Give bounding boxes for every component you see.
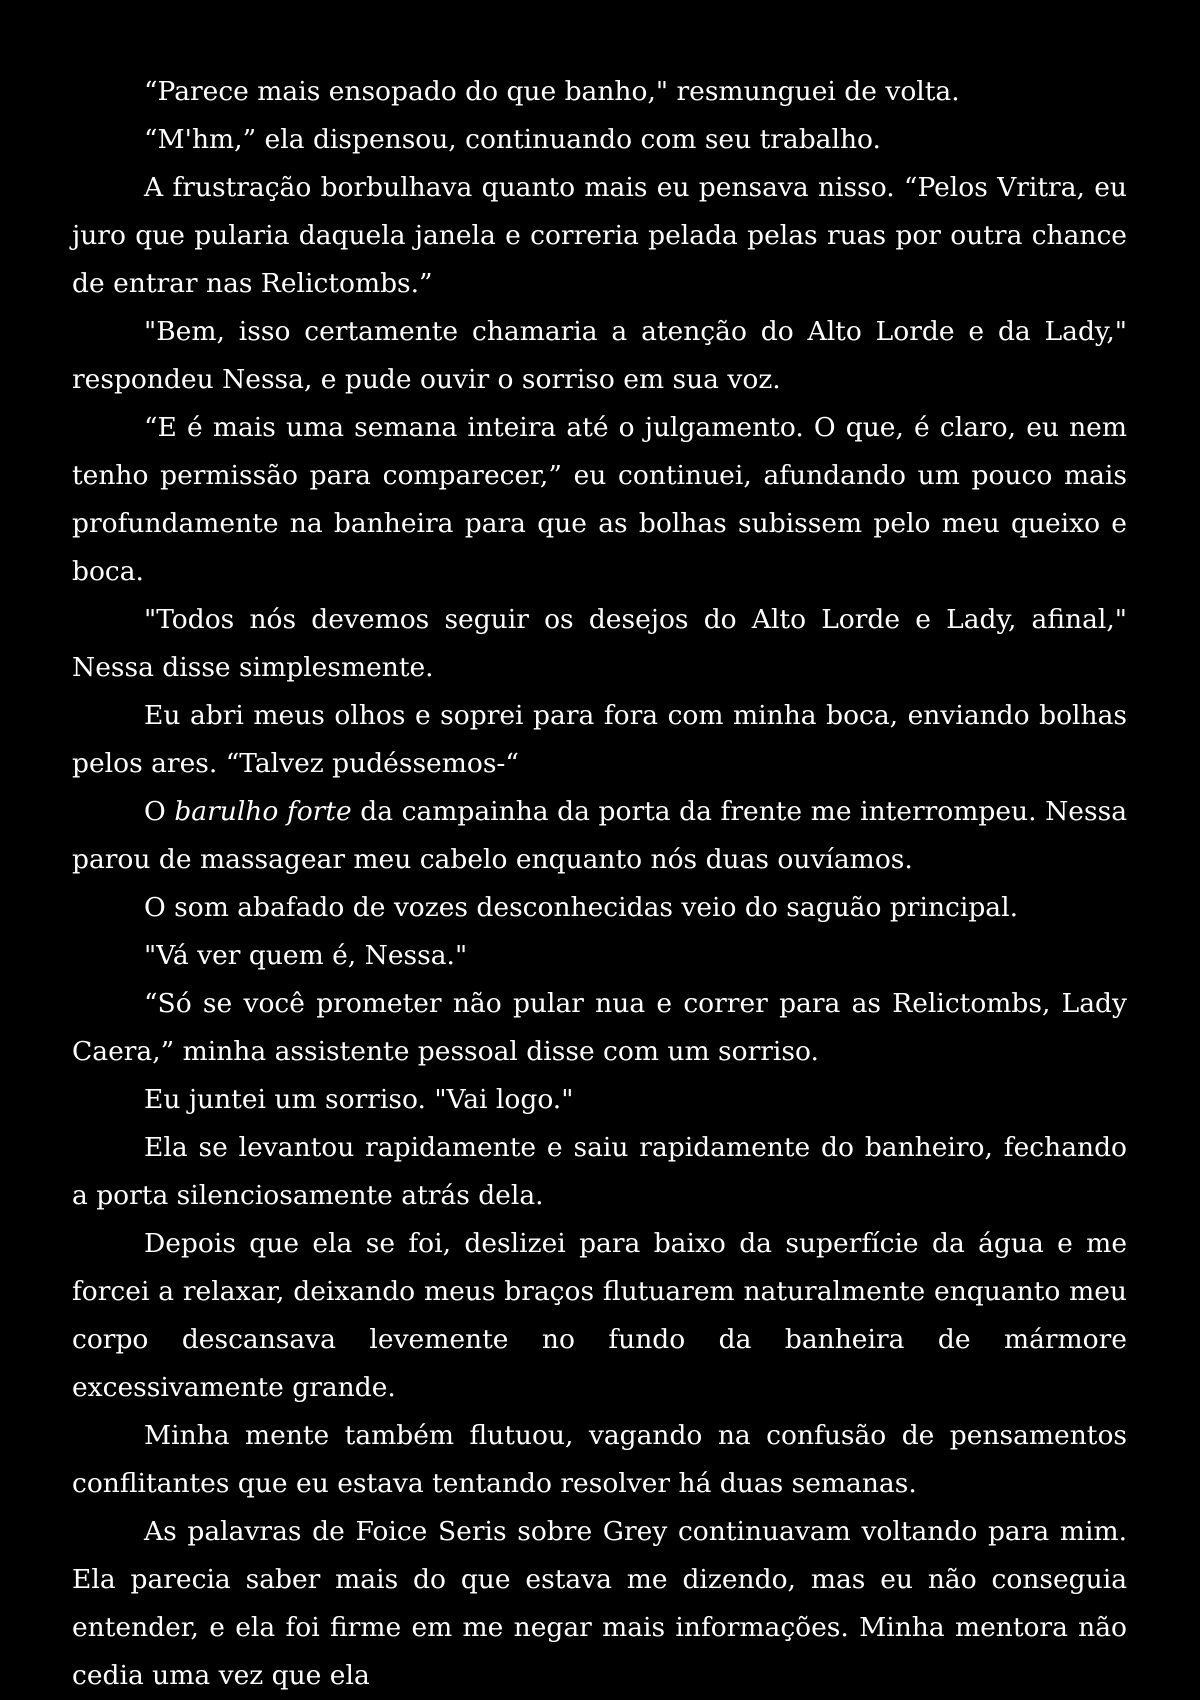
paragraph-text-before: O [144,796,175,827]
paragraph: Eu abri meus olhos e soprei para fora com minha boca, enviando bolhas pelos ares. “Talvez pudéssemos-“ [72,700,1127,779]
paragraph: “Só se você prometer não pular nua e correr para as Relictombs, Lady Caera,” minha assistente pessoal disse com um sorriso. [72,988,1127,1067]
paragraph: Ela se levantou rapidamente e saiu rapidamente do banheiro, fechando a porta silenciosamente atrás dela. [72,1132,1127,1211]
paragraph: As palavras de Foice Seris sobre Grey continuavam voltando para mim. Ela parecia saber mais do que estava me dizendo, mas eu não conseguia entender, e ela foi firme em me negar mais informações. Minha mentora não cedia uma vez que ela [72,1516,1127,1691]
paragraph: Eu juntei um sorriso. "Vai logo." [144,1084,574,1115]
paragraph: “Parece mais ensopado do que banho," resmunguei de volta. [144,76,960,107]
paragraph [72,788,1127,884]
paragraph: "Vá ver quem é, Nessa." [144,940,468,971]
paragraph: Depois que ela se foi, deslizei para baixo da superfície da água e me forcei a relaxar, deixando meus braços flutuarem naturalmente enquanto meu corpo descansava levemente no fundo da banheira de mármore excessivamente grande. [72,1228,1127,1403]
paragraph: “M'hm,” ela dispensou, continuando com seu trabalho. [144,124,881,155]
italic-emphasis: barulho forte [174,796,352,827]
paragraph: “E é mais uma semana inteira até o julgamento. O que, é claro, eu nem tenho permissão para comparecer,” eu continuei, afundando um pouco mais profundamente na banheira para que as bolhas subissem pelo meu queixo e boca. [72,412,1127,587]
paragraph-text-after: da campainha da porta da frente me interrompeu. Nessa parou de massagear meu cabelo enquanto nós duas ouvíamos. [72,796,1127,875]
document-page [72,68,1127,1700]
paragraph: Minha mente também flutuou, vagando na confusão de pensamentos conflitantes que eu estava tentando resolver há duas semanas. [72,1420,1127,1499]
paragraph: O som abafado de vozes desconhecidas veio do saguão principal. [144,892,1018,923]
paragraph: "Bem, isso certamente chamaria a atenção do Alto Lorde e da Lady," respondeu Nessa, e pude ouvir o sorriso em sua voz. [72,316,1127,395]
paragraph: A frustração borbulhava quanto mais eu pensava nisso. “Pelos Vritra, eu juro que pularia daquela janela e correria pelada pelas ruas por outra chance de entrar nas Relictombs.” [72,172,1127,299]
paragraph: "Todos nós devemos seguir os desejos do Alto Lorde e Lady, afinal," Nessa disse simplesmente. [72,604,1127,683]
